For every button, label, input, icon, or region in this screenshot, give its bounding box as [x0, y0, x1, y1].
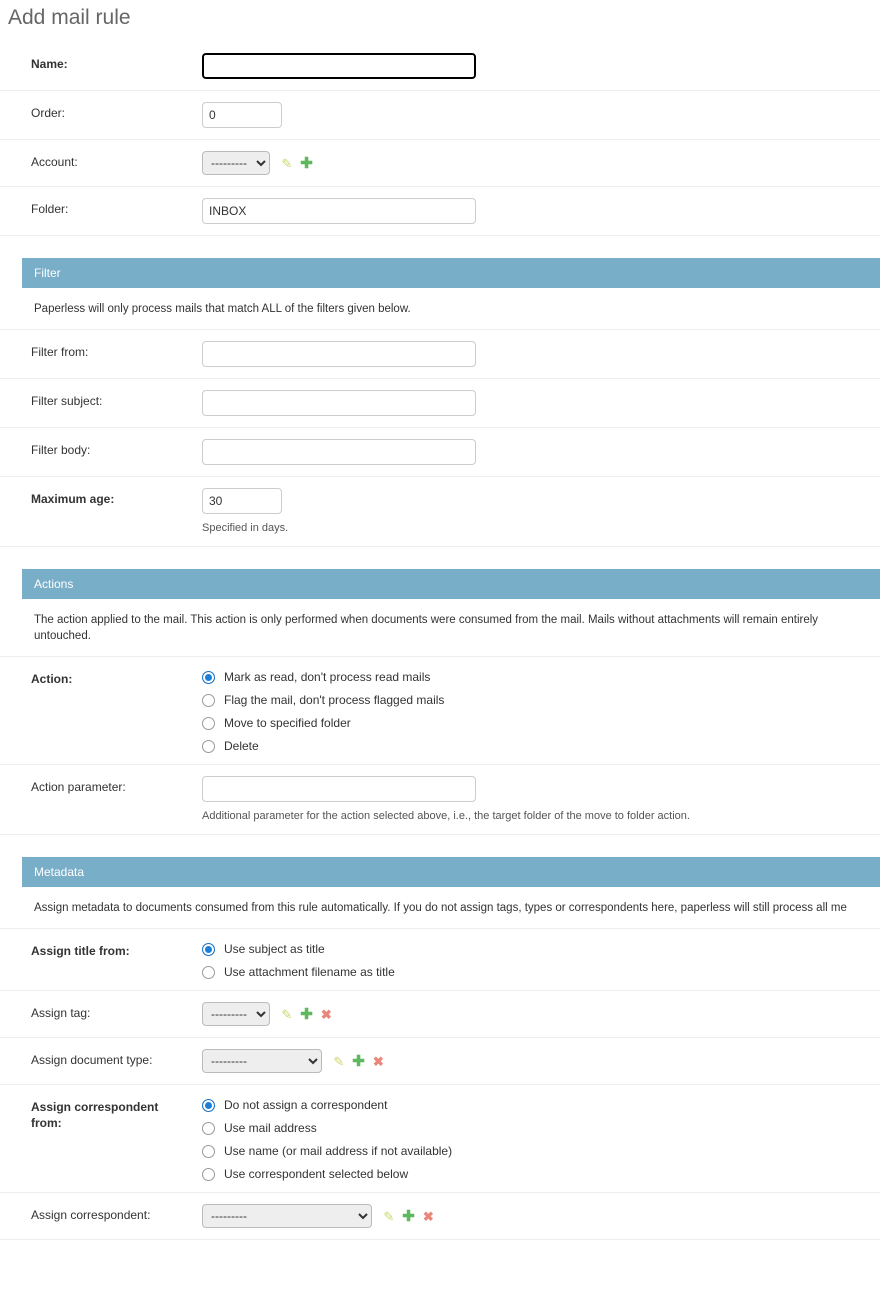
action-parameter-help: Additional parameter for the action selected above, i.e., the target folder of the move to folder action. [202, 810, 690, 822]
assign-correspondent-option-name[interactable] [202, 1144, 880, 1158]
filter-subject-input[interactable] [202, 390, 476, 416]
radio-icon[interactable] [202, 694, 215, 707]
action-option-delete[interactable] [202, 739, 880, 753]
assign-tag-label: Assign tag: [31, 1006, 91, 1020]
maximum-age-label: Maximum age: [31, 492, 115, 506]
action-option-mark-as-read[interactable] [202, 670, 880, 684]
action-option-label: Mark as read, don't process read mails [224, 670, 431, 684]
action-option-label: Flag the mail, don't process flagged mails [224, 693, 445, 707]
delete-icon[interactable]: ✖ [372, 1054, 384, 1070]
assign-correspondent-tools [383, 1209, 433, 1224]
edit-icon[interactable]: ✎ [281, 156, 293, 172]
assign-correspondent-option-none[interactable] [202, 1098, 880, 1112]
row-assign-document-type [0, 1038, 880, 1085]
name-label: Name: [31, 57, 68, 71]
name-input[interactable] [202, 53, 476, 79]
assign-correspondent-option-label: Use correspondent selected below [224, 1167, 409, 1181]
assign-correspondent-radio-group [202, 1096, 880, 1181]
assign-document-type-select[interactable] [202, 1049, 322, 1073]
assign-title-option-label: Use subject as title [224, 942, 325, 956]
filter-body-input[interactable] [202, 439, 476, 465]
action-option-label: Delete [224, 739, 259, 753]
assign-correspondent-option-label: Use mail address [224, 1121, 317, 1135]
row-assign-correspondent-from [0, 1085, 880, 1193]
radio-icon[interactable] [202, 1099, 215, 1112]
maximum-age-help: Specified in days. [202, 522, 289, 534]
order-label: Order: [31, 106, 66, 120]
add-icon[interactable]: ✚ [300, 1006, 313, 1024]
row-folder [0, 187, 880, 236]
assign-correspondent-select[interactable] [202, 1204, 372, 1228]
filter-from-input[interactable] [202, 341, 476, 367]
assign-title-option-label: Use attachment filename as title [224, 965, 395, 979]
row-filter-subject [0, 379, 880, 428]
row-action-parameter [0, 765, 880, 835]
metadata-description: Assign metadata to documents consumed from this rule automatically. If you do not assign tags, types or correspondents here, paperless will still process all me [0, 887, 880, 929]
row-maximum-age [0, 477, 880, 547]
radio-icon[interactable] [202, 717, 215, 730]
radio-icon[interactable] [202, 1168, 215, 1181]
radio-icon[interactable] [202, 671, 215, 684]
assign-correspondent-option-label: Use name (or mail address if not available) [224, 1144, 453, 1158]
action-parameter-input[interactable] [202, 776, 476, 802]
filter-body-label: Filter body: [31, 443, 91, 457]
add-icon[interactable]: ✚ [352, 1053, 365, 1071]
page-title: Add mail rule [8, 6, 131, 29]
assign-correspondent-from-label: Assign correspondent from: [31, 1100, 159, 1130]
radio-icon[interactable] [202, 1145, 215, 1158]
row-order [0, 91, 880, 140]
assign-document-type-label: Assign document type: [31, 1053, 153, 1067]
account-label: Account: [31, 155, 78, 169]
folder-input[interactable] [202, 198, 476, 224]
radio-icon[interactable] [202, 740, 215, 753]
row-filter-body [0, 428, 880, 477]
delete-icon[interactable]: ✖ [422, 1209, 434, 1225]
radio-icon[interactable] [202, 943, 215, 956]
filter-from-label: Filter from: [31, 345, 89, 359]
account-select[interactable] [202, 151, 270, 175]
row-name [0, 42, 880, 91]
delete-icon[interactable]: ✖ [320, 1007, 332, 1023]
assign-correspondent-option-selected-below[interactable] [202, 1167, 880, 1181]
assign-document-type-tools [333, 1054, 383, 1069]
action-option-flag[interactable] [202, 693, 880, 707]
add-icon[interactable]: ✚ [402, 1208, 415, 1226]
maximum-age-input[interactable] [202, 488, 282, 514]
edit-icon[interactable]: ✎ [383, 1209, 395, 1225]
action-option-label: Move to specified folder [224, 716, 351, 730]
row-assign-tag [0, 991, 880, 1038]
action-label: Action: [31, 672, 73, 686]
actions-description: The action applied to the mail. This action is only performed when documents were consumed from the mail. Mails without attachments will remain entirely untouched. [0, 599, 880, 657]
action-parameter-label: Action parameter: [31, 780, 126, 794]
assign-correspondent-option-mail-address[interactable] [202, 1121, 880, 1135]
row-assign-title-from [0, 929, 880, 991]
metadata-section-header: Metadata [22, 857, 880, 887]
assign-correspondent-option-label: Do not assign a correspondent [224, 1098, 388, 1112]
assign-title-option-subject[interactable] [202, 942, 880, 956]
action-option-move[interactable] [202, 716, 880, 730]
add-icon[interactable]: ✚ [300, 155, 313, 173]
folder-label: Folder: [31, 202, 69, 216]
filter-subject-label: Filter subject: [31, 394, 103, 408]
assign-title-option-filename[interactable] [202, 965, 880, 979]
row-action [0, 657, 880, 765]
actions-section-header: Actions [22, 569, 880, 599]
row-assign-correspondent [0, 1193, 880, 1240]
edit-icon[interactable]: ✎ [281, 1007, 293, 1023]
assign-title-from-label: Assign title from: [31, 944, 130, 958]
assign-correspondent-label: Assign correspondent: [31, 1208, 151, 1222]
filter-description: Paperless will only process mails that match ALL of the filters given below. [0, 288, 880, 330]
assign-title-radio-group [202, 940, 880, 979]
order-input[interactable] [202, 102, 282, 128]
assign-tag-select[interactable] [202, 1002, 270, 1026]
account-tools [281, 156, 312, 171]
row-account [0, 140, 880, 187]
action-radio-group [202, 668, 880, 753]
radio-icon[interactable] [202, 1122, 215, 1135]
assign-tag-tools [281, 1007, 331, 1022]
radio-icon[interactable] [202, 966, 215, 979]
edit-icon[interactable]: ✎ [333, 1054, 345, 1070]
filter-section-header: Filter [22, 258, 880, 288]
row-filter-from [0, 330, 880, 379]
